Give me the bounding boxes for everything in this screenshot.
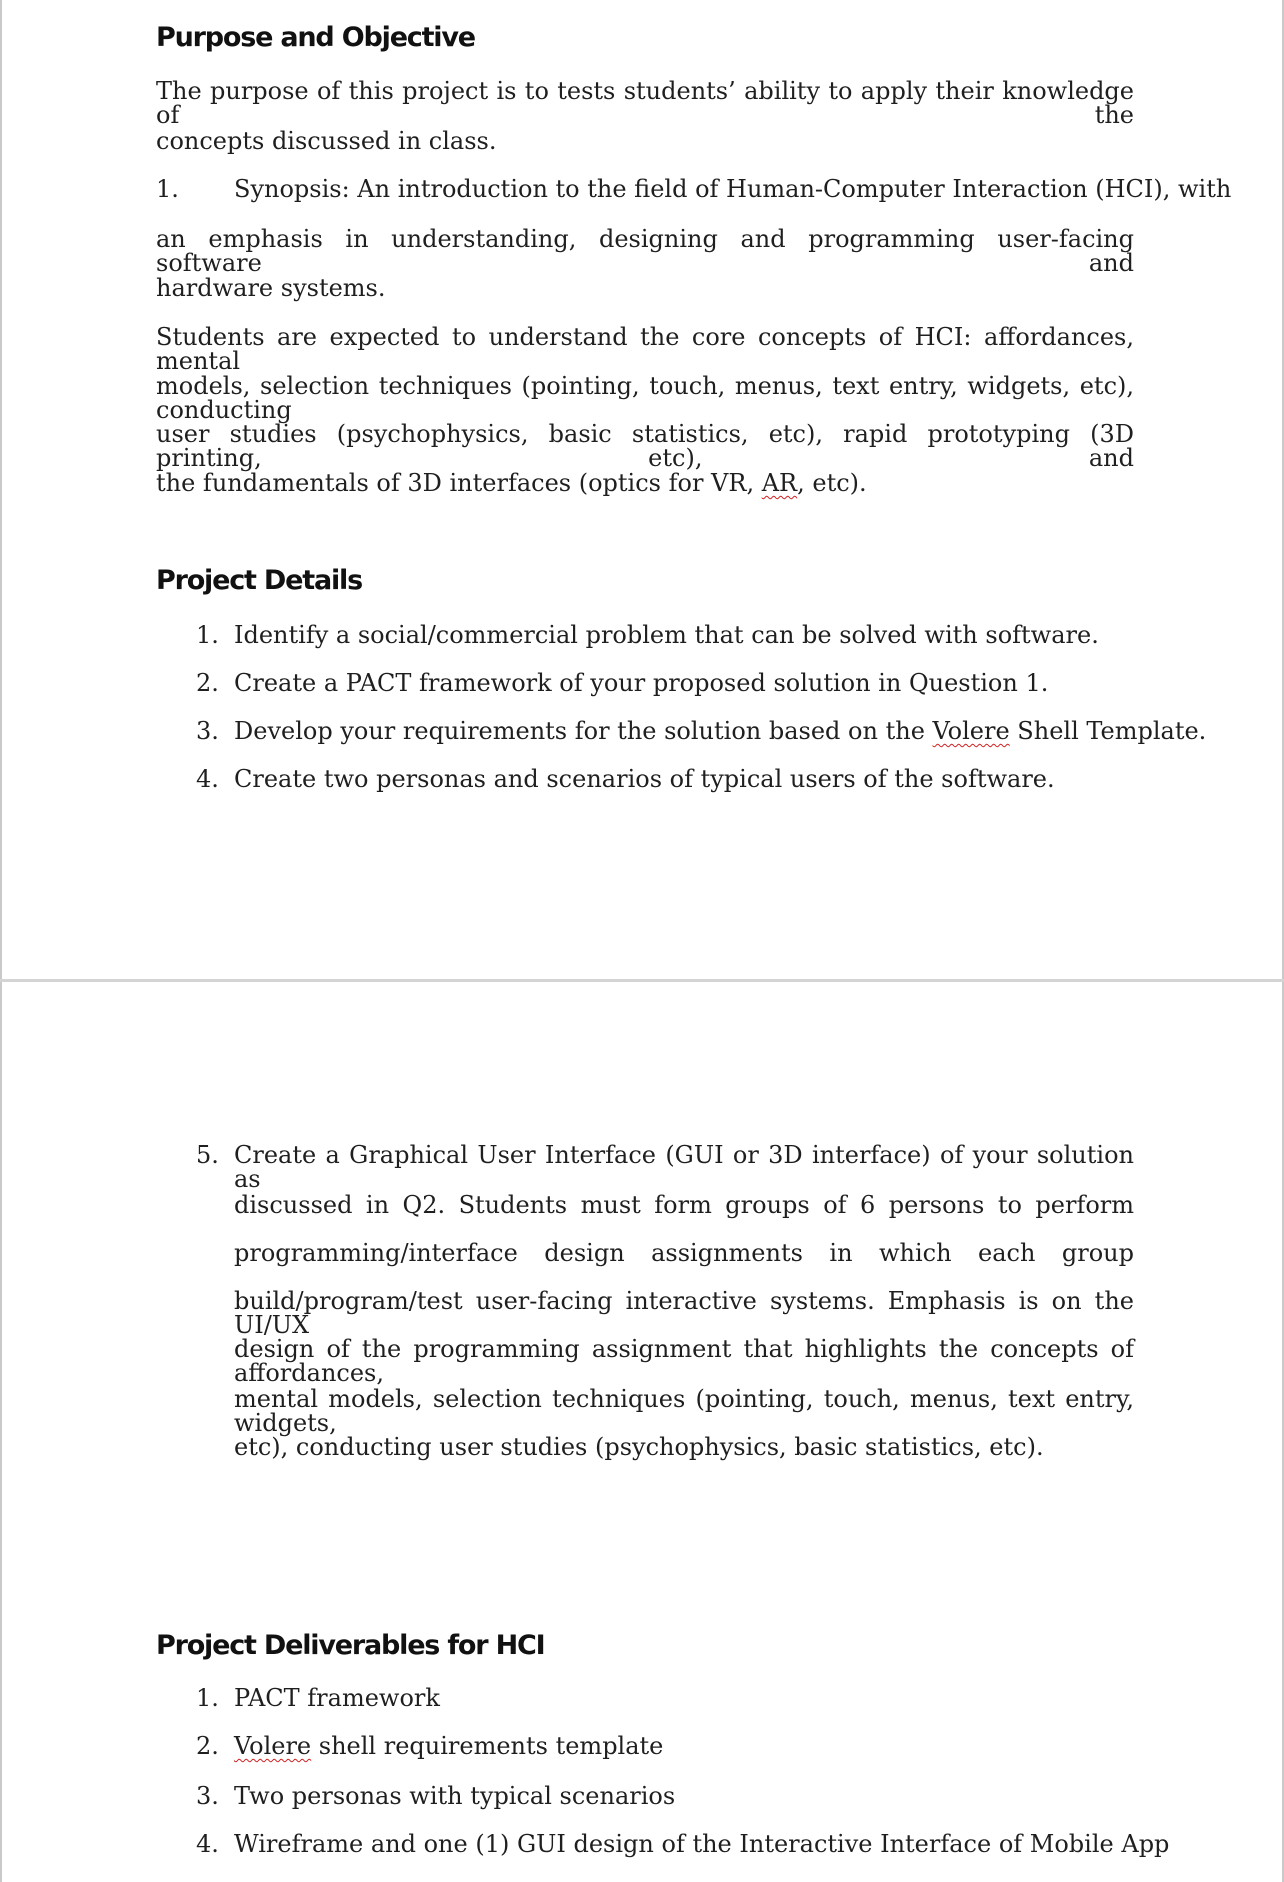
details-heading: Project Details [156, 565, 362, 596]
students-text: the fundamentals of 3D interfaces (optics for VR, [156, 469, 762, 497]
list-text: Create two personas and scenarios of typical users of the software. [234, 765, 1055, 793]
list-text: Two personas with typical scenarios [234, 1782, 676, 1810]
purpose-heading: Purpose and Objective [156, 22, 475, 53]
spellcheck-word: AR [761, 469, 798, 497]
list-number: 2. [196, 669, 219, 697]
list-number: 2. [196, 1732, 219, 1760]
list-number: 1. [196, 1684, 219, 1712]
list-text: Identify a social/commercial problem that can be solved with software. [234, 621, 1099, 649]
synopsis-line: hardware systems. [156, 274, 386, 302]
students-line: user studies (psychophysics, basic statistics, etc), rapid prototyping (3D printing, etc), and [156, 420, 1134, 472]
page-break [0, 979, 1284, 982]
spellcheck-word: Volere [234, 1732, 312, 1760]
list-text [234, 719, 1206, 743]
purpose-intro-line: concepts discussed in class. [156, 127, 497, 155]
list-number: 4. [196, 1830, 219, 1858]
students-line: models, selection techniques (pointing, touch, menus, text entry, widgets, etc), conducting [156, 372, 1134, 424]
item5-line: design of the programming assignment that highlights the concepts of affordances, [234, 1335, 1134, 1387]
list-number: 3. [196, 717, 219, 745]
list-number: 3. [196, 1782, 219, 1810]
synopsis-line: an emphasis in understanding, designing and programming user-facing software and [156, 225, 1134, 277]
students-text: , etc). [797, 469, 867, 497]
students-line: Students are expected to understand the core concepts of HCI: affordances, mental [156, 323, 1134, 375]
item5-line: mental models, selection techniques (pointing, touch, menus, text entry, widgets, [234, 1385, 1134, 1437]
item5-line: etc), conducting user studies (psychophysics, basic statistics, etc). [234, 1433, 1044, 1461]
item5-line: programming/interface design assignments in which each group [234, 1239, 1134, 1267]
list-text: PACT framework [234, 1684, 440, 1712]
list-text: Create a PACT framework of your proposed solution in Question 1. [234, 669, 1049, 697]
list-text-part: shell requirements template [311, 1732, 664, 1760]
list-number: 1. [196, 621, 219, 649]
spellcheck-word: Volere [932, 717, 1010, 745]
students-line [156, 471, 1134, 495]
list-text: Synopsis: An introduction to the field of Human-Computer Interaction (HCI), with [234, 175, 1232, 203]
list-text-part: Develop your requirements for the solution based on the [234, 717, 933, 745]
purpose-intro-line: The purpose of this project is to tests students’ ability to apply their knowledge of the [156, 77, 1134, 129]
item5-line: discussed in Q2. Students must form groups of 6 persons to perform [234, 1191, 1134, 1219]
list-number: 1. [156, 175, 179, 203]
list-text: Wireframe and one (1) GUI design of the Interactive Interface of Mobile App [234, 1830, 1170, 1858]
list-number: 5. [196, 1141, 219, 1169]
item5-line: Create a Graphical User Interface (GUI or 3D interface) of your solution as [234, 1141, 1134, 1193]
list-text [234, 1734, 663, 1758]
item5-line: build/program/test user-facing interactive systems. Emphasis is on the UI/UX [234, 1287, 1134, 1339]
deliverables-heading: Project Deliverables for HCI [156, 1630, 545, 1661]
list-number: 4. [196, 765, 219, 793]
list-text-part: Shell Template. [1009, 717, 1207, 745]
page-left-border [0, 0, 2, 1882]
